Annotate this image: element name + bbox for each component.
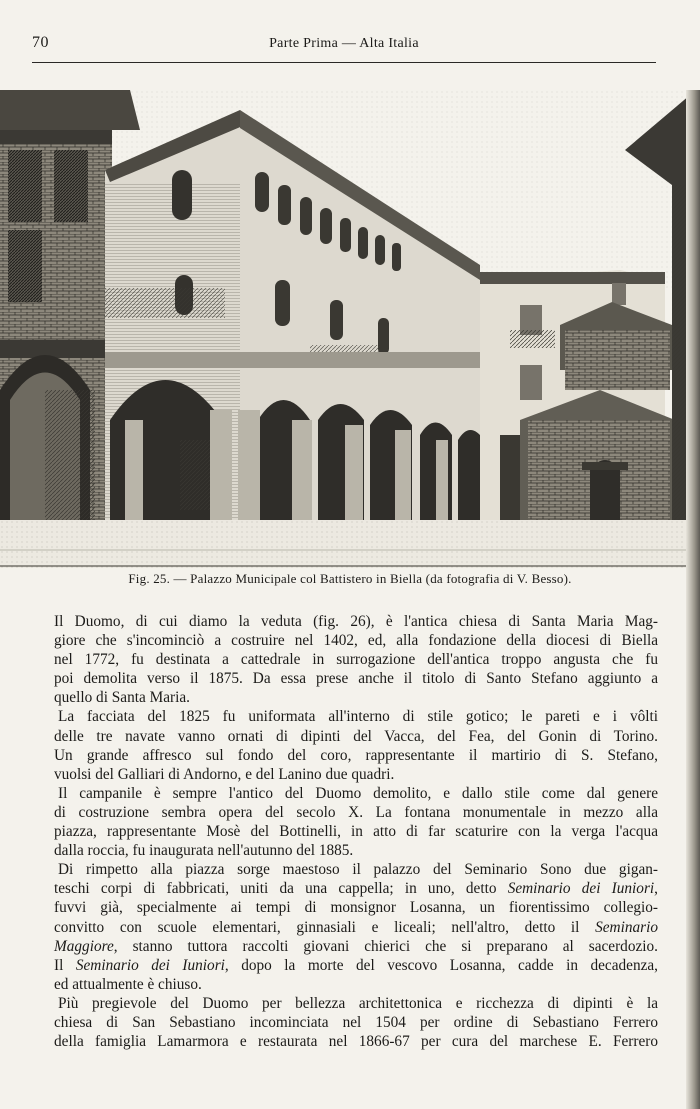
body-text [54, 612, 658, 1051]
text-seg: , stanno tuttora raccolti giovani chierici che si preparano al sacerdozio. [113, 937, 658, 955]
text-seg: , dopo la morte del vescovo Losanna, cadde in decadenza, [224, 956, 659, 974]
text-seg: teschi corpi di fabbricati, uniti da una cappella; in uno, detto [54, 880, 508, 898]
text-line: piazza, rappresentante Mosè del Bottinelli, in atto di far scaturire con la verga l'acqua [54, 823, 658, 841]
paragraph-seminario [54, 860, 658, 994]
italic-seg: Maggiore [54, 937, 114, 955]
text-line [54, 898, 658, 917]
text-seg: convitto con scuole elementari, ginnasiali e liceali; nell'altro, detto il [54, 918, 596, 936]
text-line: dalla roccia, fu inaugurata nell'autunno del 1885. [54, 842, 354, 860]
text-seg: ed attualmente è chiuso. [54, 975, 202, 993]
text-line: Il Duomo, di cui diamo la veduta (fig. 26), è l'antica chiesa di Santa Maria Mag- [54, 613, 658, 630]
text-line [54, 918, 658, 937]
text-line [54, 879, 658, 898]
text-line: chiesa di San Sebastiano incominciata nel 1504 per ordine di Sebastiano Ferrero [54, 1013, 658, 1031]
text-seg: Il [54, 956, 76, 974]
text-line: di costruzione sembra opera del secolo X. La fontana monumentale in mezzo alla [54, 803, 658, 821]
header-rule [32, 62, 656, 63]
text-line [54, 956, 658, 975]
page-header [32, 30, 656, 54]
italic-seg: Seminario [595, 918, 658, 936]
engraving-illustration [0, 90, 700, 568]
text-line: Un grande affresco sul fondo del coro, rappresentante il martirio di S. Stefano, [54, 746, 658, 764]
text-line [54, 937, 658, 956]
figure-caption: Fig. 25. — Palazzo Municipale col Battistero in Biella (da fotografia di V. Besso). [128, 571, 572, 586]
text-line: della famiglia Lamarmora e restaurata nel 1866-67 per cura del marchese E. Ferrero [54, 1033, 658, 1051]
text-line: giore che s'incominciò a costruire nel 1402, ed, alla fondazione della diocesi di Biella [54, 632, 658, 650]
paragraph-duomo [54, 612, 658, 707]
text-line: Il campanile è sempre l'antico del Duomo demolito, e dallo stile come dal genere [58, 784, 658, 802]
text-line: poi demolita verso il 1875. Da essa prese anche il titolo di Santo Stefano aggiunto a [54, 670, 658, 688]
text-seg: , [654, 880, 658, 898]
running-head: Parte Prima — Alta Italia [269, 36, 419, 51]
text-line: La facciata del 1825 fu uniformata all'interno di stile gotico; le pareti e i vôlti [58, 708, 658, 726]
text-line: nel 1772, fu destinata a cattedrale in surrogazione dell'antica troppo angusta che fu [54, 651, 658, 669]
text-line [54, 975, 658, 994]
paragraph-san-sebastiano [54, 994, 658, 1051]
text-line: quello di Santa Maria. [54, 689, 190, 707]
italic-seg: Seminario dei Iuniori [507, 880, 655, 898]
text-line: delle tre navate vanno ornati di dipinti del Vacca, del Fea, del Gonin di Torino. [54, 727, 658, 745]
text-seg: Di rimpetto alla piazza sorge maestoso il palazzo del Seminario Sono due gigan- [58, 861, 658, 879]
paragraph-campanile [54, 784, 658, 860]
paragraph-facciata [54, 707, 658, 783]
text-seg: fuvvi già, specialmente ai tempi di monsignor Losanna, un fiorentissimo collegio- [54, 899, 658, 917]
text-line: Più pregievole del Duomo per bellezza architettonica e ricchezza di dipinti è la [58, 994, 658, 1012]
figure-engraving [0, 90, 700, 568]
text-line [54, 860, 658, 879]
italic-seg: Seminario dei Iuniori [75, 956, 225, 974]
page-edge-shadow [686, 90, 700, 1109]
page-number: 70 [32, 34, 49, 51]
text-line: vuolsi del Galliari di Andorno, e del Lanino due quadri. [54, 765, 395, 783]
